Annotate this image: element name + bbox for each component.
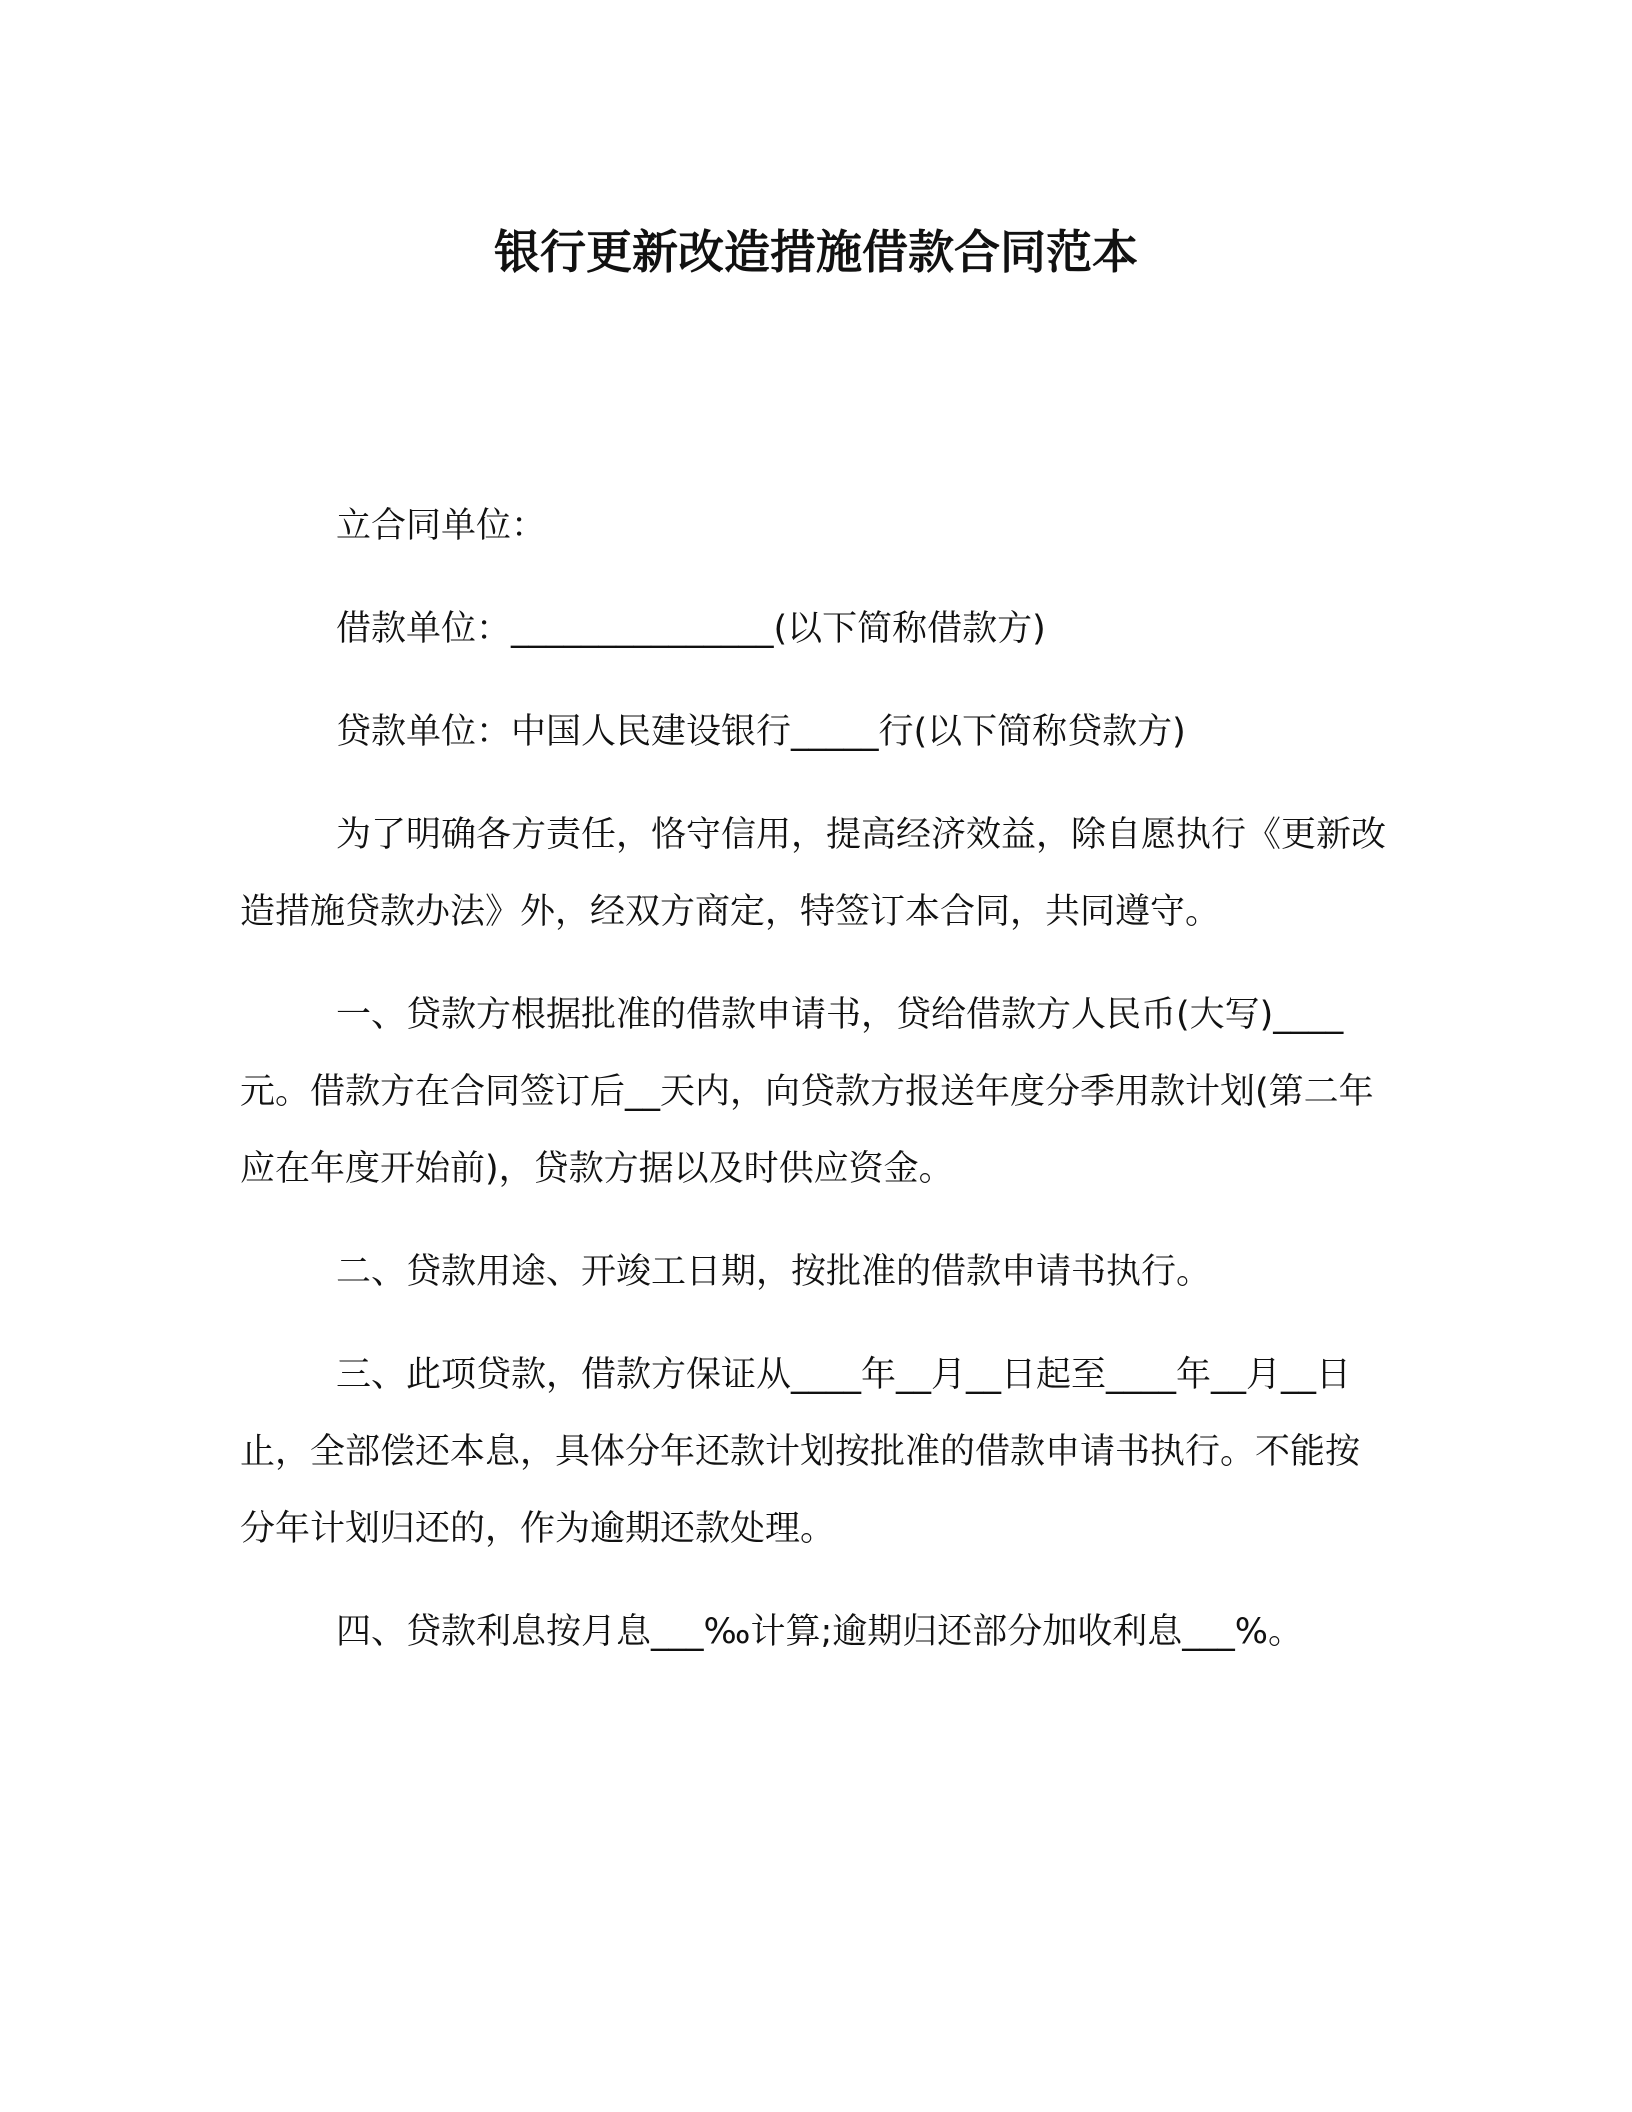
paragraph-clause-2: 二、贷款用途、开竣工日期，按批准的借款申请书执行。 (336, 1252, 1212, 1292)
paragraph-clause-1: 一、贷款方根据批准的借款申请书，贷给借款方人民币(大写)____元。借款方在合同签订后__天内，向贷款方报送年度分季用款计划(第二年应在年度开始前)，贷款方据以及时供应资金。 (240, 995, 1374, 1189)
paragraph-clause-3: 三、此项贷款，借款方保证从____年__月__日起至____年__月__日止，全部偿还本息，具体分年还款计划按批准的借款申请书执行。不能按分年计划归还的，作为逾期还款处理。 (240, 1355, 1361, 1549)
document-title: 银行更新改造措施借款合同范本 (494, 225, 1138, 279)
paragraph-borrower: 借款单位：_______________(以下简称借款方) (336, 609, 1046, 649)
document-body (240, 488, 1390, 1697)
paragraph-contract-parties: 立合同单位： (336, 506, 547, 546)
paragraph-preamble: 为了明确各方责任，恪守信用，提高经济效益，除自愿执行《更新改造措施贷款办法》外，经双方商定，特签订本合同，共同遵守。 (240, 815, 1387, 932)
paragraph-clause-4: 四、贷款利息按月息___‰计算;逾期归还部分加收利息___%。 (336, 1612, 1304, 1652)
paragraph-lender: 贷款单位：中国人民建设银行_____行(以下简称贷款方) (336, 712, 1186, 752)
